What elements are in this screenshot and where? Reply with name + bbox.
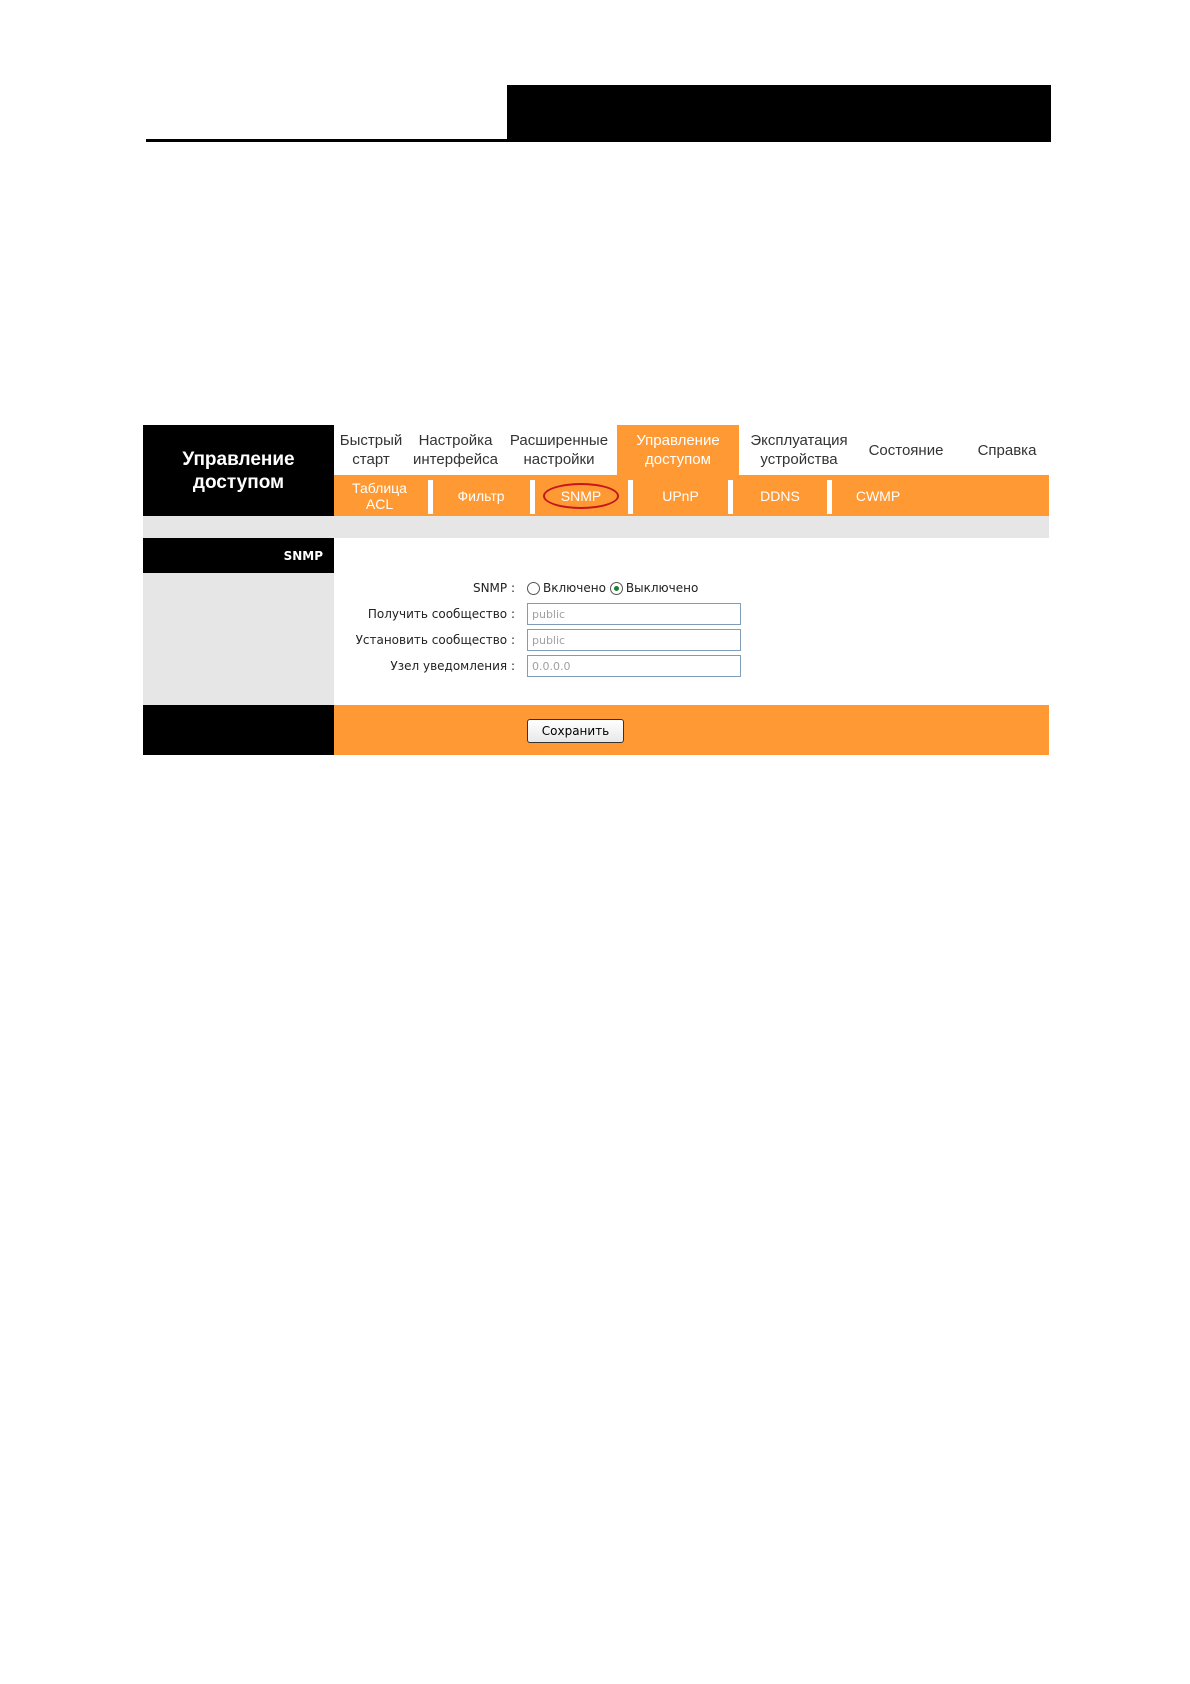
tab-status[interactable]: [859, 425, 953, 475]
subtab-label: UPnP: [662, 487, 699, 504]
snmp-enabled-radio[interactable]: [527, 582, 540, 595]
snmp-disabled-radio[interactable]: [610, 582, 623, 595]
router-admin-screenshot: [143, 425, 1049, 755]
snmp-toggle-row: [334, 576, 1049, 600]
tab-label: Эксплуатация устройства: [750, 432, 848, 468]
subtab-cwmp[interactable]: [832, 475, 924, 516]
page-heading-text: Управление доступом: [182, 448, 295, 493]
subtab-label: SNMP: [543, 483, 619, 509]
subtab-label: DDNS: [760, 487, 800, 504]
document-header-bar: [507, 85, 1051, 142]
get-community-input[interactable]: [527, 603, 741, 625]
tab-quick-start[interactable]: [334, 425, 408, 475]
tab-label: Быстрый старт: [339, 432, 403, 468]
set-community-label: Установить сообщество :: [355, 633, 515, 647]
snmp-form: [334, 538, 1049, 705]
tab-label: Состояние: [868, 441, 944, 459]
get-community-label: Получить сообщество :: [367, 607, 515, 621]
subtab-label: Фильтр: [457, 487, 505, 504]
subtab-filter[interactable]: [433, 475, 529, 516]
trap-host-label: Узел уведомления :: [390, 659, 515, 673]
subtab-label: Таблица ACL: [352, 479, 407, 512]
subtab-label: CWMP: [855, 487, 901, 504]
tab-label: Расширенные настройки: [509, 432, 609, 468]
get-community-row: [334, 602, 1049, 626]
tab-label: Справка: [977, 441, 1037, 459]
save-button[interactable]: Сохранить: [527, 719, 624, 743]
tab-help[interactable]: [965, 425, 1049, 475]
snmp-disabled-label: Выключено: [625, 581, 699, 595]
page-heading: [143, 425, 334, 516]
snmp-enabled-label: Включено: [543, 581, 606, 595]
tab-maintenance[interactable]: [741, 425, 857, 475]
tab-access-management[interactable]: [617, 425, 739, 475]
subtab-ddns[interactable]: [733, 475, 827, 516]
trap-host-row: [334, 654, 1049, 678]
sub-nav: [334, 475, 1049, 516]
subtab-snmp[interactable]: [535, 475, 627, 516]
section-title: SNMP: [143, 538, 334, 573]
main-nav: [334, 425, 1049, 475]
tab-advanced-setup[interactable]: [503, 425, 615, 475]
footer-bar: [334, 705, 1049, 755]
separator-bar: [143, 516, 1049, 538]
tab-interface-setup[interactable]: [410, 425, 501, 475]
trap-host-input[interactable]: [527, 655, 741, 677]
snmp-toggle-label: SNMP :: [472, 581, 515, 595]
set-community-input[interactable]: [527, 629, 741, 651]
set-community-row: [334, 628, 1049, 652]
footer-left: [143, 705, 334, 755]
snmp-toggle-control: [527, 576, 702, 600]
subtab-acl-table[interactable]: [334, 475, 425, 516]
tab-label: Управление доступом: [636, 432, 720, 468]
tab-label: Настройка интерфейса: [413, 432, 498, 468]
document-header-rule: [146, 139, 509, 142]
subtab-upnp[interactable]: [633, 475, 728, 516]
